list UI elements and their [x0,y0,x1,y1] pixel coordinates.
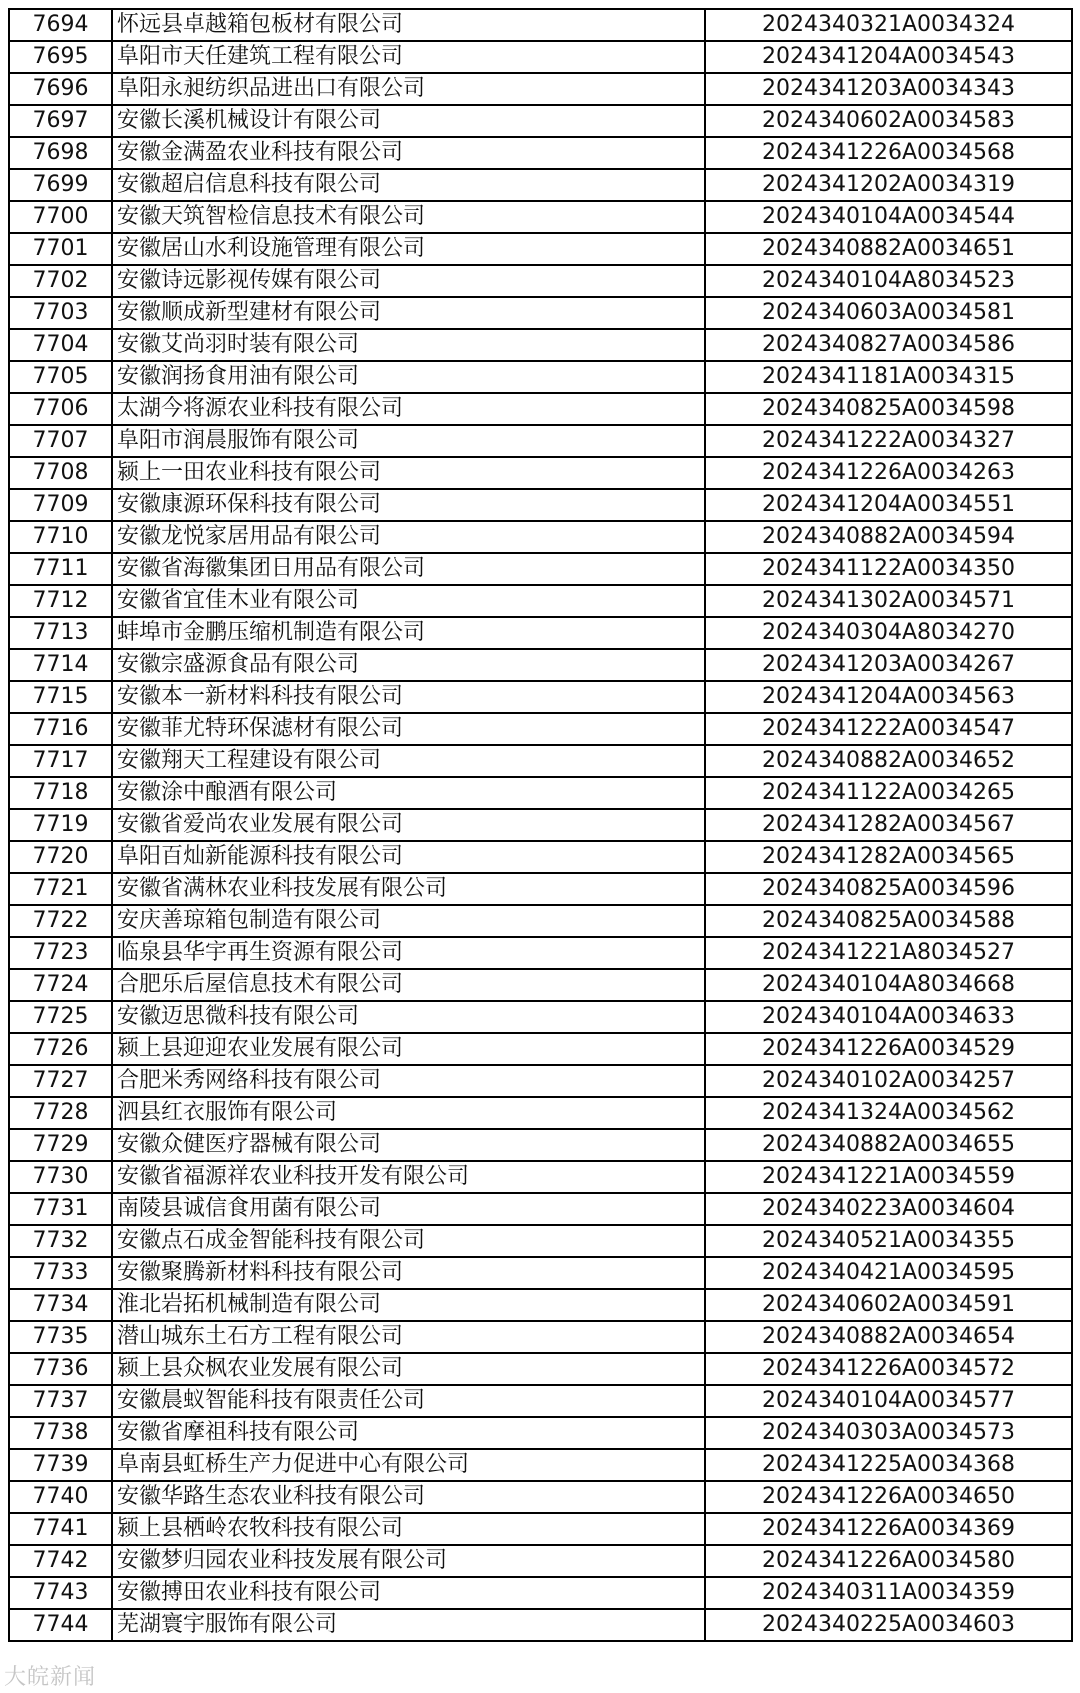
registration-code: 2024341225A0034368 [705,1449,1072,1481]
table-row [9,265,1072,297]
registration-code: 2024340104A0034633 [705,1001,1072,1033]
table-row [9,457,1072,489]
company-name: 安徽翔天工程建设有限公司 [112,745,705,777]
registration-code: 2024340102A0034257 [705,1065,1072,1097]
registration-code: 2024341202A0034319 [705,169,1072,201]
table-row [9,1385,1072,1417]
registration-code: 2024341122A0034265 [705,777,1072,809]
company-name: 颍上县众枫农业发展有限公司 [112,1353,705,1385]
table-row [9,969,1072,1001]
company-name: 怀远县卓越箱包板材有限公司 [112,9,705,41]
company-table [8,8,1073,1642]
table-row [9,1289,1072,1321]
row-number: 7716 [9,713,112,745]
row-number: 7737 [9,1385,112,1417]
row-number: 7720 [9,841,112,873]
table-row [9,73,1072,105]
registration-code: 2024341204A0034543 [705,41,1072,73]
company-name: 安徽菲尤特环保滤材有限公司 [112,713,705,745]
registration-code: 2024340104A8034668 [705,969,1072,1001]
table-row [9,1097,1072,1129]
row-number: 7733 [9,1257,112,1289]
row-number: 7703 [9,297,112,329]
table-row [9,1129,1072,1161]
table-row [9,105,1072,137]
row-number: 7717 [9,745,112,777]
row-number: 7729 [9,1129,112,1161]
row-number: 7700 [9,201,112,233]
row-number: 7730 [9,1161,112,1193]
company-name: 安徽省福源祥农业科技开发有限公司 [112,1161,705,1193]
company-name: 阜阳永昶纺织品进出口有限公司 [112,73,705,105]
table-row [9,361,1072,393]
table-row [9,649,1072,681]
company-name: 安徽龙悦家居用品有限公司 [112,521,705,553]
table-row [9,1033,1072,1065]
company-name: 临泉县华宇再生资源有限公司 [112,937,705,969]
row-number: 7696 [9,73,112,105]
company-name: 安庆善琼箱包制造有限公司 [112,905,705,937]
registration-code: 2024340882A0034652 [705,745,1072,777]
table-row [9,1609,1072,1641]
table-row [9,521,1072,553]
company-name: 淮北岩拓机械制造有限公司 [112,1289,705,1321]
registration-code: 2024341222A0034327 [705,425,1072,457]
registration-code: 2024340223A0034604 [705,1193,1072,1225]
row-number: 7732 [9,1225,112,1257]
row-number: 7727 [9,1065,112,1097]
table-row [9,297,1072,329]
registration-code: 2024341226A0034650 [705,1481,1072,1513]
company-name: 安徽搏田农业科技有限公司 [112,1577,705,1609]
row-number: 7741 [9,1513,112,1545]
company-table-body [9,9,1072,1641]
registration-code: 2024340602A0034591 [705,1289,1072,1321]
company-name: 安徽本一新材料科技有限公司 [112,681,705,713]
table-row [9,681,1072,713]
row-number: 7719 [9,809,112,841]
table-row [9,713,1072,745]
registration-code: 2024340882A0034654 [705,1321,1072,1353]
table-row [9,873,1072,905]
company-name: 颍上县栖岭农牧科技有限公司 [112,1513,705,1545]
registration-code: 2024341222A0034547 [705,713,1072,745]
table-row [9,137,1072,169]
row-number: 7724 [9,969,112,1001]
company-name: 安徽梦归园农业科技发展有限公司 [112,1545,705,1577]
registration-code: 2024341324A0034562 [705,1097,1072,1129]
row-number: 7699 [9,169,112,201]
row-number: 7695 [9,41,112,73]
company-name: 安徽艾尚羽时装有限公司 [112,329,705,361]
table-row [9,905,1072,937]
registration-code: 2024340421A0034595 [705,1257,1072,1289]
row-number: 7738 [9,1417,112,1449]
row-number: 7743 [9,1577,112,1609]
company-name: 安徽点石成金智能科技有限公司 [112,1225,705,1257]
company-name: 合肥米秀网络科技有限公司 [112,1065,705,1097]
registration-code: 2024340104A8034523 [705,265,1072,297]
row-number: 7708 [9,457,112,489]
registration-code: 2024341226A0034568 [705,137,1072,169]
table-row [9,329,1072,361]
registration-code: 2024340603A0034581 [705,297,1072,329]
row-number: 7728 [9,1097,112,1129]
registration-code: 2024341204A0034551 [705,489,1072,521]
company-name: 安徽省爱尚农业发展有限公司 [112,809,705,841]
row-number: 7714 [9,649,112,681]
registration-code: 2024341203A0034267 [705,649,1072,681]
row-number: 7704 [9,329,112,361]
table-row [9,1001,1072,1033]
company-name: 安徽天筑智检信息技术有限公司 [112,201,705,233]
company-name: 蚌埠市金鹏压缩机制造有限公司 [112,617,705,649]
row-number: 7722 [9,905,112,937]
company-name: 合肥乐后屋信息技术有限公司 [112,969,705,1001]
registration-code: 2024341226A0034369 [705,1513,1072,1545]
company-name: 潜山城东土石方工程有限公司 [112,1321,705,1353]
company-name: 安徽华路生态农业科技有限公司 [112,1481,705,1513]
watermark: 大皖新闻 [4,1665,97,1690]
table-row [9,1577,1072,1609]
company-name: 泗县红衣服饰有限公司 [112,1097,705,1129]
company-name: 安徽诗远影视传媒有限公司 [112,265,705,297]
registration-code: 2024340602A0034583 [705,105,1072,137]
company-name: 安徽超启信息科技有限公司 [112,169,705,201]
company-name: 安徽晨蚁智能科技有限责任公司 [112,1385,705,1417]
row-number: 7731 [9,1193,112,1225]
company-name: 安徽省海徽集团日用品有限公司 [112,553,705,585]
table-row [9,233,1072,265]
table-row [9,1449,1072,1481]
row-number: 7697 [9,105,112,137]
company-name: 安徽省满林农业科技发展有限公司 [112,873,705,905]
registration-code: 2024340825A0034598 [705,393,1072,425]
table-row [9,1417,1072,1449]
registration-code: 2024340882A0034651 [705,233,1072,265]
registration-code: 2024340225A0034603 [705,1609,1072,1641]
registration-code: 2024340827A0034586 [705,329,1072,361]
registration-code: 2024341226A0034529 [705,1033,1072,1065]
row-number: 7709 [9,489,112,521]
company-name: 颍上一田农业科技有限公司 [112,457,705,489]
registration-code: 2024341204A0034563 [705,681,1072,713]
registration-code: 2024341226A0034572 [705,1353,1072,1385]
table-row [9,169,1072,201]
row-number: 7723 [9,937,112,969]
registration-code: 2024340825A0034588 [705,905,1072,937]
registration-code: 2024341282A0034565 [705,841,1072,873]
registration-code: 2024340303A0034573 [705,1417,1072,1449]
row-number: 7725 [9,1001,112,1033]
table-row [9,1513,1072,1545]
row-number: 7694 [9,9,112,41]
company-name: 太湖今将源农业科技有限公司 [112,393,705,425]
row-number: 7736 [9,1353,112,1385]
table-row [9,1161,1072,1193]
row-number: 7711 [9,553,112,585]
table-row [9,809,1072,841]
table-row [9,1481,1072,1513]
table-row [9,1321,1072,1353]
row-number: 7702 [9,265,112,297]
table-row [9,1353,1072,1385]
registration-code: 2024341203A0034343 [705,73,1072,105]
table-row [9,1545,1072,1577]
row-number: 7715 [9,681,112,713]
registration-code: 2024341226A0034580 [705,1545,1072,1577]
registration-code: 2024341282A0034567 [705,809,1072,841]
row-number: 7734 [9,1289,112,1321]
registration-code: 2024341181A0034315 [705,361,1072,393]
table-row [9,1225,1072,1257]
registration-code: 2024341221A8034527 [705,937,1072,969]
row-number: 7713 [9,617,112,649]
registration-code: 2024340882A0034655 [705,1129,1072,1161]
company-name: 颍上县迎迎农业发展有限公司 [112,1033,705,1065]
row-number: 7712 [9,585,112,617]
table-row [9,489,1072,521]
registration-code: 2024340521A0034355 [705,1225,1072,1257]
registration-code: 2024340321A0034324 [705,9,1072,41]
table-row [9,393,1072,425]
registration-code: 2024340104A0034577 [705,1385,1072,1417]
company-name: 安徽顺成新型建材有限公司 [112,297,705,329]
company-name: 阜阳市天任建筑工程有限公司 [112,41,705,73]
company-name: 安徽省宜佳木业有限公司 [112,585,705,617]
company-list-sheet [8,8,1071,1642]
company-name: 阜南县虹桥生产力促进中心有限公司 [112,1449,705,1481]
registration-code: 2024340304A8034270 [705,617,1072,649]
row-number: 7710 [9,521,112,553]
row-number: 7739 [9,1449,112,1481]
table-row [9,617,1072,649]
company-name: 安徽聚腾新材料科技有限公司 [112,1257,705,1289]
row-number: 7735 [9,1321,112,1353]
registration-code: 2024340882A0034594 [705,521,1072,553]
row-number: 7726 [9,1033,112,1065]
row-number: 7701 [9,233,112,265]
company-name: 安徽众健医疗器械有限公司 [112,1129,705,1161]
table-row [9,777,1072,809]
row-number: 7718 [9,777,112,809]
table-row [9,9,1072,41]
company-name: 安徽长溪机械设计有限公司 [112,105,705,137]
row-number: 7698 [9,137,112,169]
table-row [9,553,1072,585]
table-row [9,841,1072,873]
table-row [9,201,1072,233]
row-number: 7706 [9,393,112,425]
company-name: 南陵县诚信食用菌有限公司 [112,1193,705,1225]
company-name: 安徽康源环保科技有限公司 [112,489,705,521]
company-name: 安徽省摩祖科技有限公司 [112,1417,705,1449]
table-row [9,41,1072,73]
company-name: 安徽宗盛源食品有限公司 [112,649,705,681]
company-name: 安徽居山水利设施管理有限公司 [112,233,705,265]
table-row [9,1193,1072,1225]
company-name: 安徽迈思微科技有限公司 [112,1001,705,1033]
registration-code: 2024341226A0034263 [705,457,1072,489]
company-name: 安徽涂中酿酒有限公司 [112,777,705,809]
registration-code: 2024340825A0034596 [705,873,1072,905]
row-number: 7742 [9,1545,112,1577]
row-number: 7705 [9,361,112,393]
company-name: 芜湖寰宇服饰有限公司 [112,1609,705,1641]
row-number: 7744 [9,1609,112,1641]
table-row [9,745,1072,777]
registration-code: 2024340311A0034359 [705,1577,1072,1609]
registration-code: 2024340104A0034544 [705,201,1072,233]
registration-code: 2024341122A0034350 [705,553,1072,585]
row-number: 7740 [9,1481,112,1513]
registration-code: 2024341221A0034559 [705,1161,1072,1193]
table-row [9,1257,1072,1289]
registration-code: 2024341302A0034571 [705,585,1072,617]
company-name: 阜阳市润晨服饰有限公司 [112,425,705,457]
table-row [9,937,1072,969]
table-row [9,1065,1072,1097]
table-row [9,425,1072,457]
company-name: 阜阳百灿新能源科技有限公司 [112,841,705,873]
company-name: 安徽润扬食用油有限公司 [112,361,705,393]
row-number: 7721 [9,873,112,905]
company-name: 安徽金满盈农业科技有限公司 [112,137,705,169]
table-row [9,585,1072,617]
row-number: 7707 [9,425,112,457]
